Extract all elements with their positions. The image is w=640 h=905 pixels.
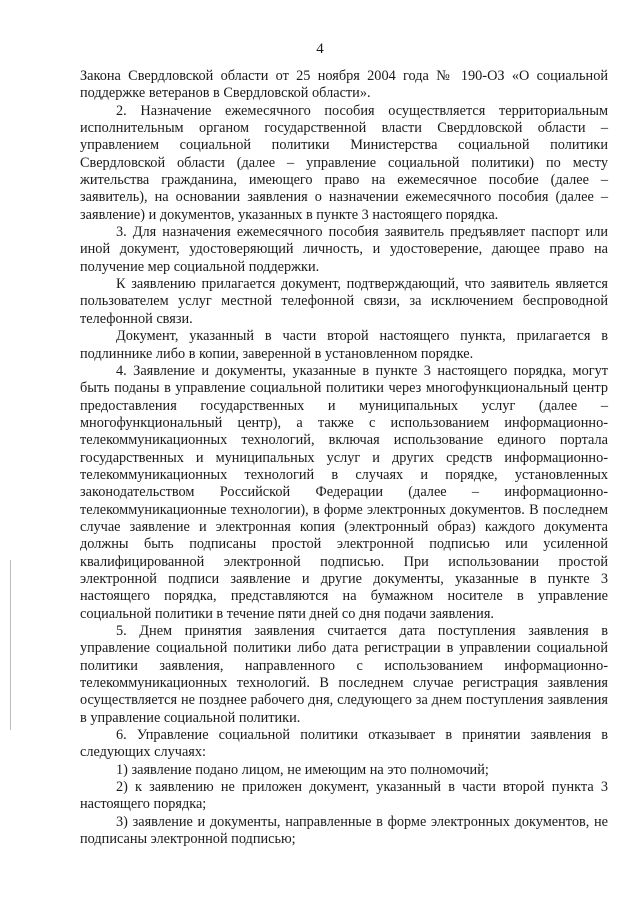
paragraph-item-4: 4. Заявление и документы, указанные в пункте 3 настоящего порядка, могут быть поданы в управление социальной политики через многофункциональный центр предоставления государственных и муниципальных услуг (далее – многофункциональный центр), а также с использованием информационно-телекоммуникационных технологий, включая использование единого портала государственных и муниципальных услуг и других средств информационно-телекоммуникационных технологий в случаях и порядке, установленных законодательством Российской Федерации (далее – информационно-телекоммуникационные технологии), в форме электронных документов. В последнем случае заявление и электронная копия (электронный образ) каждого документа должны быть подписаны простой электронной подписью или усиленной квалифицированной электронной подписью. При использовании простой электронной подписи заявление и другие документы, указанные в пункте 3 настоящего порядка, представляются на бумажном носителе в управление социальной политики в течение пяти дней со дня подачи заявления. (80, 362, 608, 622)
paragraph-item-3-part-3: Документ, указанный в части второй настоящего пункта, прилагается в подлиннике либо в копии, заверенной в установленном порядке. (80, 328, 608, 362)
document-body (80, 68, 608, 848)
paragraph-item-5: 5. Днем принятия заявления считается дата поступления заявления в управление социальной политики либо дата регистрации в управлении социальной политики заявления, направленного с использованием информационно-телекоммуникационных технологий. В последнем случае регистрация заявления осуществляется не позднее рабочего дня, следующего за днем поступления заявления в управление социальной политики. (80, 623, 608, 726)
list-item-6-1: 1) заявление подано лицом, не имеющим на это полномочий; (116, 761, 489, 778)
scan-edge-mark (10, 560, 11, 730)
list-item-6-3: 3) заявление и документы, направленные в форме электронных документов, не подписаны электронной подписью; (80, 813, 608, 848)
paragraph-item-2: 2. Назначение ежемесячного пособия осуществляется территориальным исполнительным органом государственной власти Свердловской области – управлением социальной политики Министерства социальной политики Свердловской области (далее – управление социальной политики) по месту жительства гражданина, имеющего право на ежемесячное пособие (далее – заявитель), на основании заявления о назначении ежемесячного пособия (далее – заявление) и документов, указанных в пункте 3 настоящего порядка. (80, 102, 608, 223)
paragraph-item-3: 3. Для назначения ежемесячного пособия заявитель предъявляет паспорт или иной документ, удостоверяющий личность, и удостоверение, дающее право на получение мер социальной поддержки. (80, 224, 608, 275)
page-number: 4 (316, 41, 324, 57)
list-item-6-2: 2) к заявлению не приложен документ, указанный в части второй пункта 3 настоящего порядка; (80, 779, 608, 813)
paragraph-law-reference: Закона Свердловской области от 25 ноября 2004 года № 190-ОЗ «О социальной поддержке ветеранов в Свердловской области». (80, 68, 608, 102)
paragraph-item-6: 6. Управление социальной политики отказывает в принятии заявления в следующих случаях: (80, 727, 608, 761)
paragraph-item-3-part-2: К заявлению прилагается документ, подтверждающий, что заявитель является пользователем услуг местной телефонной связи, за исключением беспроводной телефонной связи. (80, 276, 608, 327)
